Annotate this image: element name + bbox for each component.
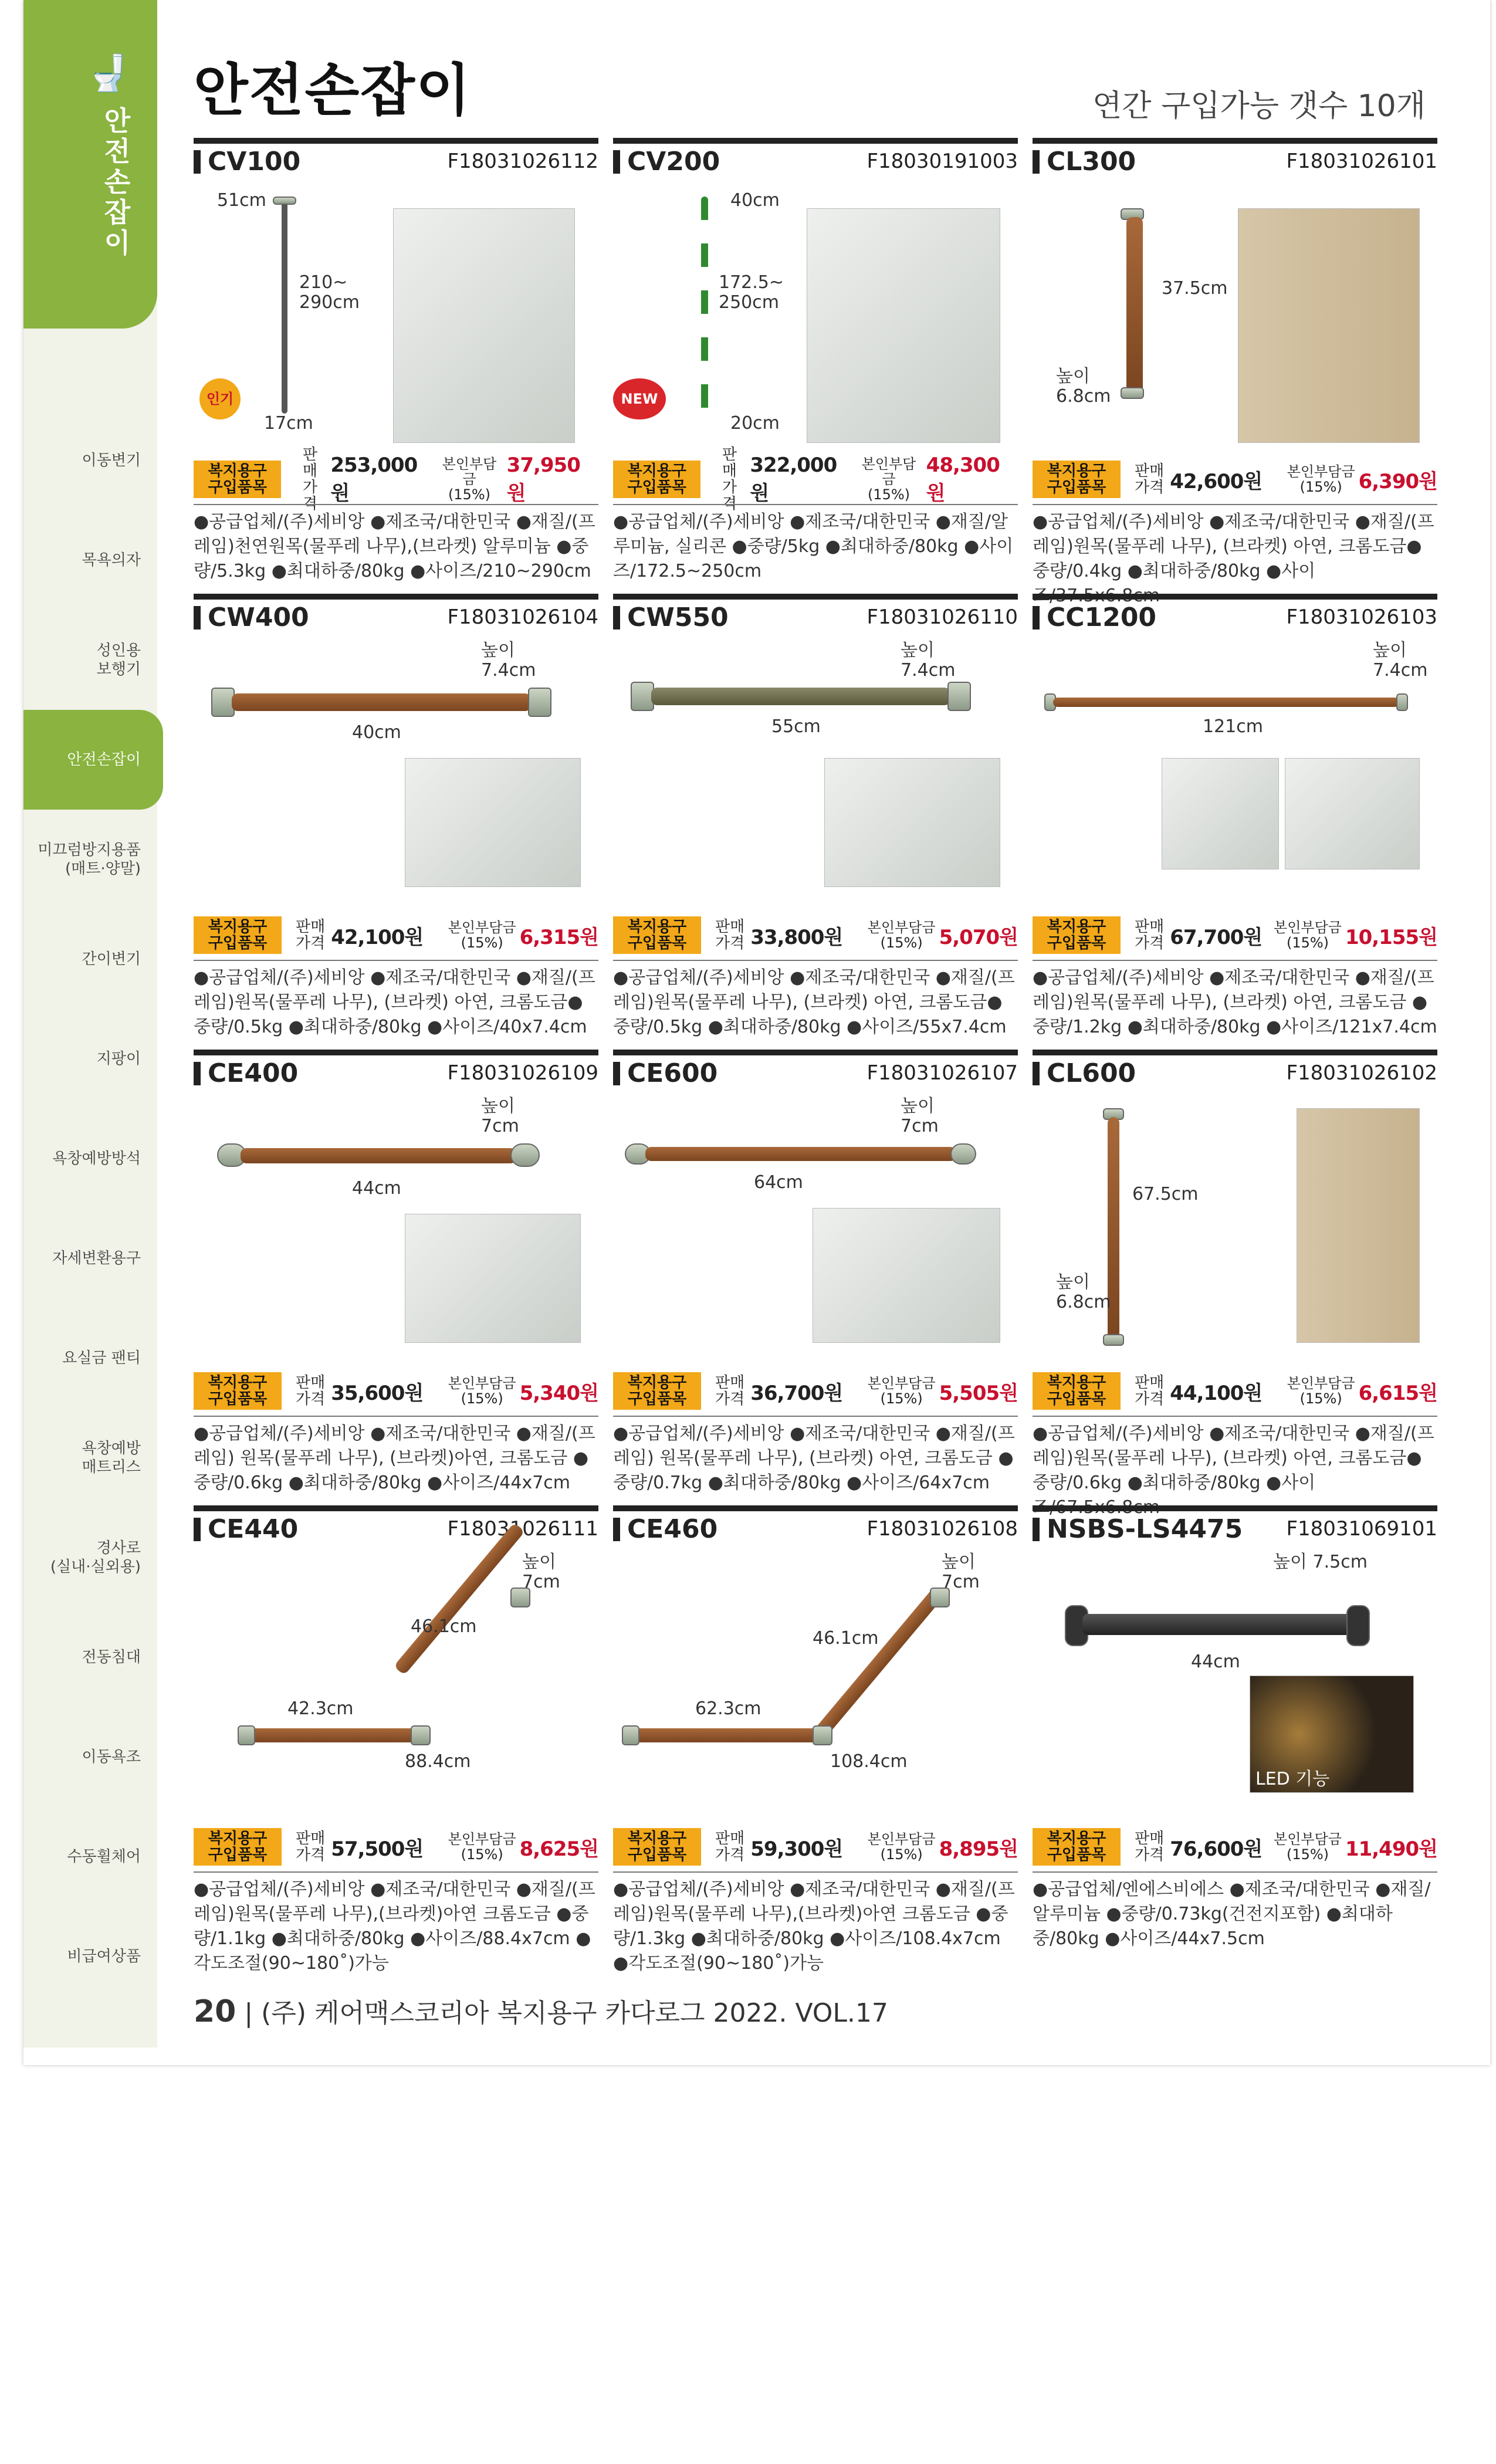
sidebar xyxy=(23,0,157,2047)
price-label: 판매 가격 xyxy=(715,1830,745,1864)
model-name: CE600 xyxy=(613,1058,717,1088)
price-label: 판매 가격 xyxy=(722,446,737,513)
price: 36,700원 xyxy=(750,1381,843,1405)
toilet-icon: 🚽 xyxy=(86,53,131,94)
dim-label: 17cm xyxy=(264,413,313,434)
footer-text: (주) 케어맥스코리아 복지용구 카다로그 2022. VOL.17 xyxy=(261,1998,888,2028)
self-pay-label: 본인부담금 (15%) xyxy=(1287,463,1355,495)
price-row xyxy=(1033,461,1437,498)
product-desc: ●공급업체/(주)세비앙 ●제조국/대한민국 ●재질/(프레임)원목(물푸레 나무),(브라켓)아연 크롬도금 ●중량/1.3kg ●최대하중/80kg ●사이즈/108.4x7cm ●각도조절(90~180˚)가능 xyxy=(613,1871,1018,1976)
product-code: F18031026102 xyxy=(1286,1061,1437,1085)
door-photo xyxy=(1297,1108,1420,1343)
page-title: 안전손잡이 xyxy=(194,57,472,123)
dim-label: 높이 7.4cm xyxy=(901,640,956,681)
welfare-badge: 복지용구 구입품목 xyxy=(1033,1828,1121,1866)
price-row xyxy=(613,1828,1018,1866)
price-label: 판매 가격 xyxy=(296,918,326,952)
product-image xyxy=(194,1096,598,1349)
dim-label: 121cm xyxy=(1203,716,1263,737)
product-image xyxy=(194,1552,598,1805)
door-photo xyxy=(1238,208,1420,443)
dim-label: 높이 7cm xyxy=(481,1096,519,1136)
price: 42,100원 xyxy=(331,925,424,949)
model-name: CV100 xyxy=(194,147,300,177)
price-row xyxy=(194,916,598,954)
product-image xyxy=(1033,185,1437,437)
product-card xyxy=(194,1050,598,1493)
self-pay: 11,490원 xyxy=(1345,1837,1437,1861)
price-label: 판매 가격 xyxy=(1135,1374,1165,1408)
product-image xyxy=(613,1552,1018,1805)
self-pay: 6,615원 xyxy=(1358,1381,1437,1405)
dim-label: 88.4cm xyxy=(405,1751,471,1772)
nav-item[interactable]: 미끄럼방지용품 (매트·양말) xyxy=(38,841,141,878)
product-card xyxy=(613,138,1018,581)
nav-item[interactable]: 욕창예방방석 xyxy=(52,1150,141,1167)
room-photo xyxy=(807,208,1000,443)
page-number: 20 xyxy=(194,1994,236,2029)
dim-label: 46.1cm xyxy=(813,1628,879,1649)
nav-item[interactable]: 전동침대 xyxy=(82,1649,141,1666)
dim-label: 높이 6.8cm xyxy=(1056,366,1111,407)
product-desc: ●공급업체/(주)세비앙 ●제조국/대한민국 ●재질/(프레임)원목(물푸레 나무), (브라켓) 아연, 크롬도금●중량/0.6kg ●최대하중/80kg ●사이즈/67.5x6.8cm xyxy=(1033,1416,1437,1520)
price-label: 판매 가격 xyxy=(302,446,317,513)
price-label: 판매 가격 xyxy=(1135,462,1165,496)
welfare-badge: 복지용구 구입품목 xyxy=(194,1828,282,1866)
self-pay: 37,950원 xyxy=(506,453,580,505)
model-name: CC1200 xyxy=(1033,603,1156,632)
product-image xyxy=(1033,1552,1437,1805)
dim-label: 높이 6.8cm xyxy=(1056,1272,1111,1312)
self-pay: 5,505원 xyxy=(939,1381,1018,1405)
nav-item-active[interactable]: 안전손잡이 xyxy=(23,710,163,810)
room-photo xyxy=(393,208,575,443)
welfare-badge: 복지용구 구입품목 xyxy=(613,461,700,498)
nav-item[interactable]: 이동변기 xyxy=(82,452,141,469)
price-label: 판매 가격 xyxy=(715,918,745,952)
dim-label: 높이 7.4cm xyxy=(1373,640,1428,681)
price-label: 판매 가격 xyxy=(296,1830,326,1864)
nav-item[interactable]: 자세변환용구 xyxy=(52,1250,141,1267)
price: 57,500원 xyxy=(331,1837,424,1861)
nav-item[interactable]: 욕창예방 매트리스 xyxy=(82,1440,141,1476)
dim-label: 높이 7cm xyxy=(522,1552,560,1592)
product-desc: ●공급업체/(주)세비앙 ●제조국/대한민국 ●재질/(프레임)원목(물푸레 나무), (브라켓) 아연, 크롬도금●중량/0.5kg ●최대하중/80kg ●사이즈/40x7.4cm xyxy=(194,960,598,1040)
self-pay-label: 본인부담금 (15%) xyxy=(448,1831,516,1863)
product-image xyxy=(194,641,598,893)
product-card xyxy=(194,1505,598,1974)
self-pay-label: 본인부담금 (15%) xyxy=(1274,1831,1342,1863)
dim-label: 높이 7cm xyxy=(901,1096,939,1136)
welfare-badge: 복지용구 구입품목 xyxy=(194,1372,282,1410)
dim-label: 172.5~ 250cm xyxy=(719,272,784,313)
product-code: F18031026110 xyxy=(867,605,1018,629)
room-photo xyxy=(1162,758,1279,869)
nav-item[interactable]: 수동휠체어 xyxy=(67,1848,141,1866)
dim-label: 210~ 290cm xyxy=(299,272,360,313)
category-tab xyxy=(23,0,157,329)
price: 67,700원 xyxy=(1170,925,1263,949)
product-image xyxy=(613,185,1018,437)
price-row xyxy=(1033,1372,1437,1410)
new-badge: NEW xyxy=(613,378,666,419)
page-footer: 20 | (주) 케어맥스코리아 복지용구 카다로그 2022. VOL.17 xyxy=(194,1994,888,2029)
self-pay-label: 본인부담금 (15%) xyxy=(448,1375,516,1407)
product-desc: ●공급업체/(주)세비앙 ●제조국/대한민국 ●재질/(프레임)원목(물푸레 나무),(브라켓)아연 크롬도금 ●중량/1.1kg ●최대하중/80kg ●사이즈/88.4x7cm ●각도조절(90~180˚)가능 xyxy=(194,1871,598,1976)
product-card xyxy=(613,1505,1018,1974)
price-label: 판매 가격 xyxy=(296,1374,326,1408)
dim-label: 67.5cm xyxy=(1132,1184,1199,1204)
category-nav xyxy=(23,411,157,2006)
price-row xyxy=(1033,1828,1437,1866)
price: 59,300원 xyxy=(750,1837,843,1861)
welfare-badge: 복지용구 구입품목 xyxy=(613,1828,701,1866)
product-desc: ●공급업체/(주)세비앙 ●제조국/대한민국 ●재질/(프레임)원목(물푸레 나무), (브라켓) 아연, 크롬도금●중량/0.4kg ●최대하중/80kg ●사이즈/37.5x6.8cm xyxy=(1033,504,1437,608)
product-card xyxy=(613,1050,1018,1493)
product-card xyxy=(1033,138,1437,606)
price: 44,100원 xyxy=(1170,1381,1263,1405)
product-image xyxy=(1033,1096,1437,1349)
nav-item[interactable]: 간이변기 xyxy=(82,950,141,968)
self-pay: 8,625원 xyxy=(519,1837,598,1861)
catalog-page xyxy=(23,0,1490,2065)
product-code: F18031026104 xyxy=(447,605,598,629)
self-pay: 10,155원 xyxy=(1345,925,1437,949)
dim-label: 55cm xyxy=(771,716,821,737)
dim-label: 20cm xyxy=(730,413,780,434)
self-pay-label: 본인부담금 (15%) xyxy=(448,919,516,951)
self-pay-label: 본인부담금 (15%) xyxy=(867,1831,936,1863)
product-card xyxy=(1033,594,1437,1037)
dim-label: 40cm xyxy=(352,722,401,743)
product-code: F18031069101 xyxy=(1286,1517,1437,1541)
welfare-badge: 복지용구 구입품목 xyxy=(1033,461,1121,498)
model-name: NSBS-LS4475 xyxy=(1033,1514,1243,1544)
product-desc: ●공급업체/(주)세비앙 ●제조국/대한민국 ●재질/(프레임)원목(물푸레 나무), (브라켓) 아연, 크롬도금 ●중량/1.2kg ●최대하중/80kg ●사이즈/121x7.4cm xyxy=(1033,960,1437,1040)
dim-label: 높이 7cm xyxy=(942,1552,980,1592)
price-label: 판매 가격 xyxy=(1135,1830,1165,1864)
self-pay: 5,070원 xyxy=(939,925,1018,949)
model-name: CE400 xyxy=(194,1058,298,1088)
price-row xyxy=(194,1828,598,1866)
model-name: CL300 xyxy=(1033,147,1136,177)
self-pay: 5,340원 xyxy=(519,1381,598,1405)
price: 42,600원 xyxy=(1170,469,1263,493)
popular-badge: 인기 xyxy=(199,378,241,419)
nav-item[interactable]: 비급여상품 xyxy=(67,1948,141,1965)
room-photo xyxy=(405,758,581,887)
self-pay-label: 본인부담금 (15%) xyxy=(867,919,936,951)
product-image xyxy=(613,641,1018,893)
product-desc: ●공급업체/(주)세비앙 ●제조국/대한민국 ●재질/(프레임)천연원목(물푸레 나무),(브라켓) 알루미늄 ●중량/5.3kg ●최대하중/80kg ●사이즈/210~290cm xyxy=(194,504,598,584)
self-pay-label: 본인부담금 (15%) xyxy=(1274,919,1342,951)
page-subtitle: 연간 구입가능 갯수 10개 xyxy=(1092,89,1426,124)
dim-label: 108.4cm xyxy=(830,1751,908,1772)
product-card xyxy=(1033,1050,1437,1518)
price-row xyxy=(613,446,1018,513)
dim-label: 높이 7.5cm xyxy=(1273,1552,1368,1572)
welfare-badge: 복지용구 구입품목 xyxy=(1033,1372,1121,1410)
product-code: F18031026112 xyxy=(447,150,598,173)
nav-item[interactable]: 지팡이 xyxy=(96,1050,141,1068)
product-code: F18030191003 xyxy=(867,150,1018,173)
product-code: F18031026109 xyxy=(447,1061,598,1085)
self-pay-label: 본인부담금 (15%) xyxy=(1287,1375,1355,1407)
product-grid xyxy=(194,138,1437,1974)
price-row xyxy=(613,916,1018,954)
product-desc: ●공급업체/(주)세비앙 ●제조국/대한민국 ●재질/(프레임)원목(물푸레 나무), (브라켓) 아연, 크롬도금●중량/0.5kg ●최대하중/80kg ●사이즈/55x7.4cm xyxy=(613,960,1018,1040)
price-label: 판매 가격 xyxy=(1135,918,1165,952)
self-pay-label: 본인부담금 (15%) xyxy=(867,1375,936,1407)
nav-item[interactable]: 이동욕조 xyxy=(82,1748,141,1766)
product-code: F18031026111 xyxy=(447,1517,598,1541)
model-name: CL600 xyxy=(1033,1058,1136,1088)
model-name: CV200 xyxy=(613,147,720,177)
self-pay-label: 본인부담금 (15%) xyxy=(442,456,497,503)
self-pay: 6,315원 xyxy=(519,925,598,949)
led-caption: LED 기능 xyxy=(1255,1769,1330,1789)
price-row xyxy=(194,446,598,513)
product-image xyxy=(613,1096,1018,1349)
welfare-badge: 복지용구 구입품목 xyxy=(613,916,701,954)
nav-item[interactable]: 성인용 보행기 xyxy=(96,642,141,678)
self-pay-label: 본인부담금 (15%) xyxy=(861,456,916,503)
product-code: F18031026101 xyxy=(1286,150,1437,173)
product-card xyxy=(194,138,598,581)
model-name: CW400 xyxy=(194,603,309,632)
category-label: 안전손잡이 xyxy=(104,105,131,259)
room-photo xyxy=(813,1208,1000,1343)
dim-label: 37.5cm xyxy=(1162,278,1228,299)
welfare-badge: 복지용구 구입품목 xyxy=(613,1372,701,1410)
welfare-badge: 복지용구 구입품목 xyxy=(194,916,282,954)
model-name: CE460 xyxy=(613,1514,717,1544)
product-image xyxy=(194,185,598,437)
dim-label: 46.1cm xyxy=(411,1616,477,1637)
product-desc: ●공급업체/(주)세비앙 ●제조국/대한민국 ●재질/(프레임) 원목(물푸레 나무), (브라켓)아연, 크롬도금 ●중량/0.6kg ●최대하중/80kg ●사이즈/44x7cm xyxy=(194,1416,598,1495)
room-photo xyxy=(405,1214,581,1343)
product-card xyxy=(613,594,1018,1037)
model-name: CE440 xyxy=(194,1514,298,1544)
dim-label: 44cm xyxy=(352,1178,401,1199)
dim-label: 44cm xyxy=(1191,1651,1240,1672)
dim-label: 64cm xyxy=(754,1172,803,1193)
product-desc: ●공급업체/(주)세비앙 ●제조국/대한민국 ●재질/알루미늄, 실리콘 ●중량/5kg ●최대하중/80kg ●사이즈/172.5~250cm xyxy=(613,504,1018,584)
dim-label: 51cm xyxy=(217,190,266,211)
room-photo xyxy=(824,758,1000,887)
model-name: CW550 xyxy=(613,603,729,632)
nav-item[interactable]: 경사로 (실내·실외용) xyxy=(50,1539,141,1576)
product-desc: ●공급업체/(주)세비앙 ●제조국/대한민국 ●재질/(프레임) 원목(물푸레 나무), (브라켓) 아연, 크롬도금 ●중량/0.7kg ●최대하중/80kg ●사이즈/64x7cm xyxy=(613,1416,1018,1495)
dim-label: 62.3cm xyxy=(695,1698,761,1719)
self-pay: 48,300원 xyxy=(926,453,1000,505)
welfare-badge: 복지용구 구입품목 xyxy=(1033,916,1121,954)
nav-item[interactable]: 목욕의자 xyxy=(82,551,141,569)
welfare-badge: 복지용구 구입품목 xyxy=(194,461,281,498)
self-pay: 8,895원 xyxy=(939,1837,1018,1861)
product-desc: ●공급업체/엔에스비에스 ●제조국/대한민국 ●재질/알루미늄 ●중량/0.73kg(건전지포함) ●최대하중/80kg ●사이즈/44x7.5cm xyxy=(1033,1871,1437,1951)
price-row xyxy=(1033,916,1437,954)
dim-label: 높이 7.4cm xyxy=(481,640,536,681)
price-row xyxy=(194,1372,598,1410)
room-photo xyxy=(1285,758,1420,869)
price: 33,800원 xyxy=(750,925,843,949)
product-image xyxy=(1033,641,1437,893)
price: 322,000원 xyxy=(750,453,837,505)
price: 76,600원 xyxy=(1170,1837,1263,1861)
nav-item[interactable]: 요실금 팬티 xyxy=(62,1349,141,1367)
self-pay: 6,390원 xyxy=(1358,469,1437,493)
product-card xyxy=(1033,1505,1437,1949)
dim-label: 42.3cm xyxy=(287,1698,354,1719)
dim-label: 40cm xyxy=(730,190,780,211)
product-code: F18031026103 xyxy=(1286,605,1437,629)
product-code: F18031026107 xyxy=(867,1061,1018,1085)
price: 253,000원 xyxy=(330,453,418,505)
product-card xyxy=(194,594,598,1037)
price-row xyxy=(613,1372,1018,1410)
price: 35,600원 xyxy=(331,1381,424,1405)
price-label: 판매 가격 xyxy=(715,1374,745,1408)
product-code: F18031026108 xyxy=(867,1517,1018,1541)
